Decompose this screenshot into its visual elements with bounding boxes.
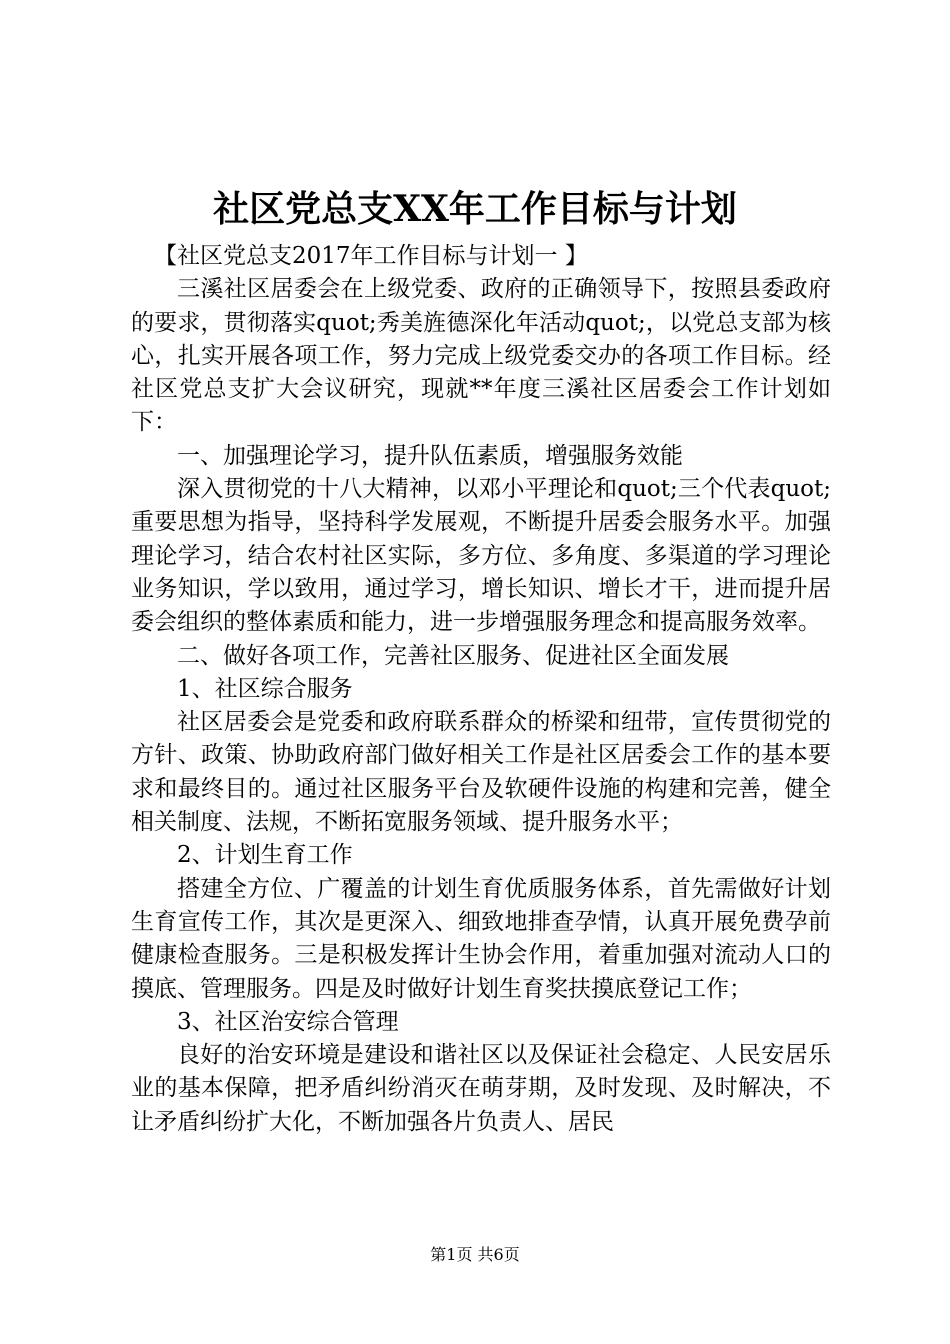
paragraph: 良好的治安环境是建设和谐社区以及保证社会稳定、人民安居乐业的基本保障，把矛盾纠纷消灭在萌芽期，及时发现、及时解决，不让矛盾纠纷扩大化，不断加强各片负责人、居民 bbox=[131, 1042, 831, 1135]
document-title: 社区党总支XX年工作目标与计划 bbox=[213, 188, 737, 230]
subsection-heading: 3、社区治安综合管理 bbox=[177, 1008, 399, 1035]
page-number: 第1页 共6页 bbox=[430, 1245, 520, 1264]
paragraph: 搭建全方位、广覆盖的计划生育优质服务体系，首先需做好计划生育宣传工作，其次是更深入、细致地排查孕情，认真开展免费孕前健康检查服务。三是积极发挥计生协会作用，着重加强对流动人口的摸底、管理服务。四是及时做好计划生育奖扶摸底登记工作； bbox=[131, 875, 831, 1002]
document-subtitle: 【社区党总支2017年工作目标与计划一 】 bbox=[154, 243, 588, 269]
section-heading: 二、做好各项工作，完善社区服务、促进社区全面发展 bbox=[177, 642, 729, 669]
paragraph: 社区居委会是党委和政府联系群众的桥梁和纽带，宣传贯彻党的方针、政策、协助政府部门做好相关工作是社区居委会工作的基本要求和最终目的。通过社区服务平台及软硬件设施的构建和完善，健全相关制度、法规，不断拓宽服务领域、提升服务水平； bbox=[131, 709, 831, 836]
subsection-heading: 2、计划生育工作 bbox=[177, 842, 353, 869]
section-heading: 一、加强理论学习，提升队伍素质，增强服务效能 bbox=[177, 442, 683, 469]
paragraph: 深入贯彻党的十八大精神，以邓小平理论和quot;三个代表quot;重要思想为指导，坚持科学发展观，不断提升居委会服务水平。加强理论学习，结合农村社区实际，多方位、多角度、多渠道的学习理论业务知识，学以致用，通过学习，增长知识、增长才干，进而提升居委会组织的整体素质和能力，进一步增强服务理念和提高服务效率。 bbox=[131, 476, 831, 636]
subsection-heading: 1、社区综合服务 bbox=[177, 675, 353, 702]
paragraph: 三溪社区居委会在上级党委、政府的正确领导下，按照县委政府的要求，贯彻落实quot;秀美旌德深化年活动quot;，以党总支部为核心，扎实开展各项工作，努力完成上级党委交办的各项工作目标。经社区党总支扩大会议研究，现就**年度三溪社区居委会工作计划如下： bbox=[131, 276, 831, 436]
document-body bbox=[131, 240, 831, 1139]
